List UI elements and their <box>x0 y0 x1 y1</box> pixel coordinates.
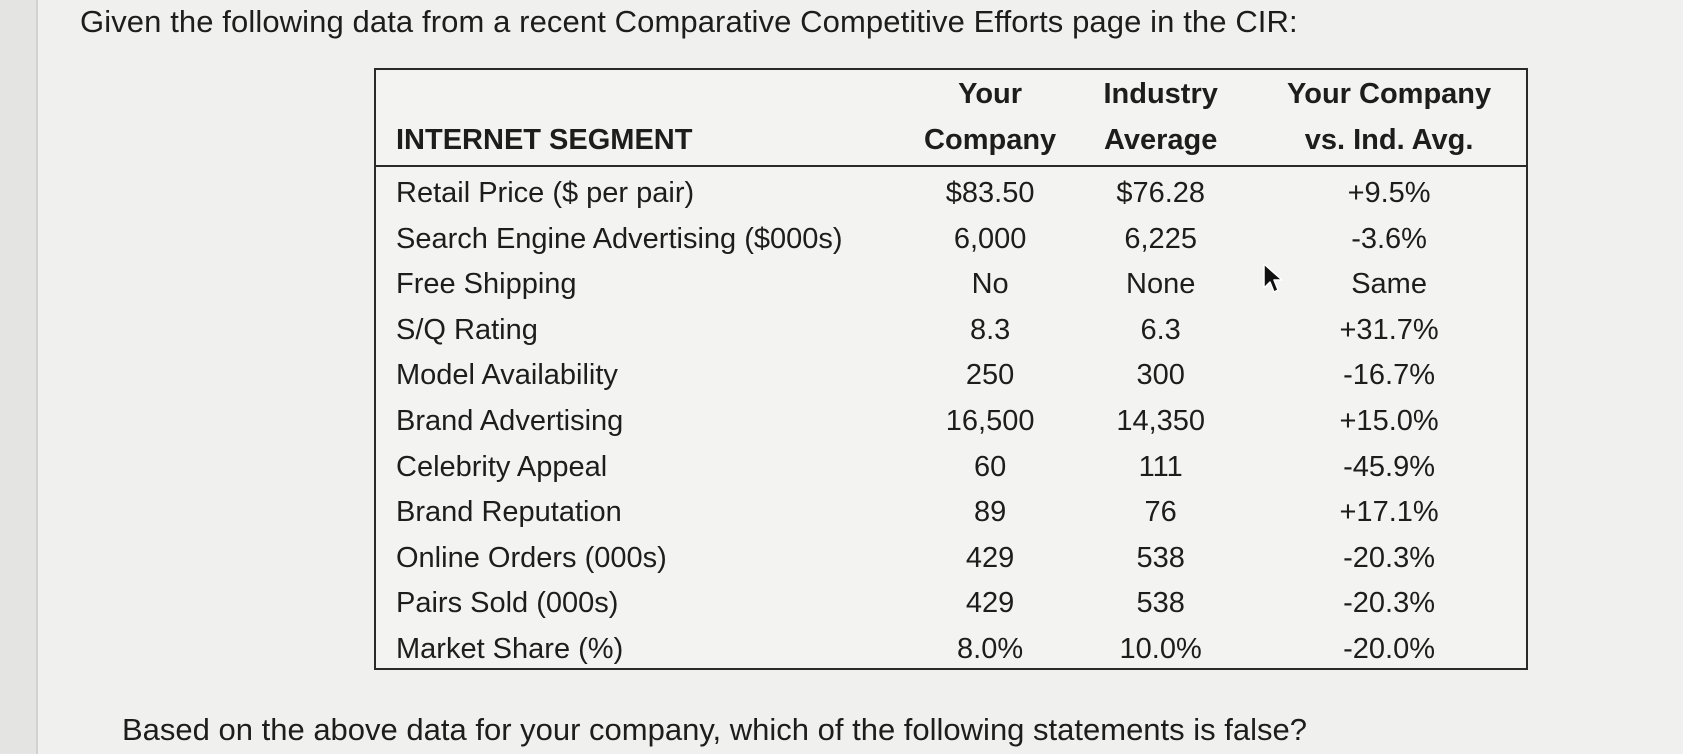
row-vs-industry: -16.7% <box>1343 359 1436 392</box>
row-label: Retail Price ($ per pair) <box>396 177 695 209</box>
row-vs-industry: -20.0% <box>1343 632 1436 665</box>
data-table <box>376 70 1526 673</box>
row-vs-industry: +9.5% <box>1347 177 1431 209</box>
row-your-company: 6,000 <box>953 222 1027 255</box>
table-row <box>376 581 1526 627</box>
row-label: Model Availability <box>396 359 618 392</box>
row-your-company: 429 <box>965 541 1015 574</box>
header-your-company-line1: Your <box>958 78 1023 110</box>
row-vs-industry: -20.3% <box>1343 541 1436 574</box>
row-label: Market Share (%) <box>396 632 624 665</box>
row-industry-average: 10.0% <box>1119 632 1202 665</box>
table-row <box>376 166 1526 217</box>
row-industry-average: 76 <box>1144 496 1177 529</box>
table-row <box>376 490 1526 536</box>
header-vs-line1: Your Company <box>1287 78 1492 110</box>
row-industry-average: 6,225 <box>1124 222 1197 255</box>
row-your-company: $83.50 <box>945 177 1035 209</box>
mouse-pointer-icon <box>1262 262 1288 296</box>
row-industry-average: 300 <box>1136 359 1185 392</box>
intro-text: Given the following data from a recent Comparative Competitive Efforts page in the CIR: <box>80 4 1298 39</box>
comparative-efforts-table <box>374 68 1528 670</box>
header-industry-average <box>1069 70 1252 166</box>
header-vs-line2: vs. Ind. Avg. <box>1304 124 1474 156</box>
table-header-row <box>376 70 1526 166</box>
table-row <box>376 308 1526 354</box>
table-row <box>376 536 1526 582</box>
row-label: Free Shipping <box>396 268 577 301</box>
row-your-company: 8.0% <box>957 632 1024 665</box>
row-vs-industry: -3.6% <box>1351 222 1427 255</box>
row-vs-industry: +31.7% <box>1339 313 1439 346</box>
header-industry-line1: Industry <box>1103 78 1218 110</box>
table-row <box>376 217 1526 263</box>
row-label: S/Q Rating <box>396 313 538 346</box>
table-row <box>376 445 1526 491</box>
row-vs-industry: -45.9% <box>1343 450 1436 483</box>
header-your-company-line2: Company <box>924 124 1057 156</box>
header-vs-industry <box>1252 70 1526 166</box>
row-industry-average: 14,350 <box>1116 404 1206 437</box>
table-row <box>376 399 1526 445</box>
header-your-company <box>911 70 1069 166</box>
row-vs-industry: +15.0% <box>1339 404 1439 437</box>
row-your-company: 16,500 <box>945 404 1035 437</box>
row-industry-average: $76.28 <box>1116 177 1206 209</box>
row-your-company: 89 <box>973 496 1007 529</box>
row-your-company: No <box>971 268 1009 301</box>
row-industry-average: None <box>1126 268 1196 301</box>
row-your-company: 8.3 <box>969 313 1011 346</box>
row-industry-average: 111 <box>1138 450 1183 483</box>
row-label: Search Engine Advertising ($000s) <box>396 222 843 255</box>
header-segment: INTERNET SEGMENT <box>396 124 693 156</box>
row-label: Online Orders (000s) <box>396 541 667 574</box>
row-label: Brand Reputation <box>396 496 622 529</box>
table-row <box>376 262 1526 308</box>
table-row <box>376 353 1526 399</box>
row-label: Pairs Sold (000s) <box>396 587 619 620</box>
row-your-company: 60 <box>973 450 1007 483</box>
header-industry-line2: Average <box>1103 124 1218 156</box>
row-industry-average: 538 <box>1136 587 1185 620</box>
question-text: Based on the above data for your company, which of the following statements is false? <box>122 712 1307 747</box>
row-vs-industry: +17.1% <box>1339 496 1439 529</box>
document-page <box>36 0 1683 754</box>
row-your-company: 250 <box>965 359 1015 392</box>
row-industry-average: 6.3 <box>1140 313 1181 346</box>
row-label: Celebrity Appeal <box>396 450 608 483</box>
row-vs-industry: -20.3% <box>1343 587 1436 620</box>
row-label: Brand Advertising <box>396 404 624 437</box>
table-row <box>376 627 1526 673</box>
row-vs-industry: Same <box>1351 268 1427 301</box>
row-your-company: 429 <box>965 587 1015 620</box>
row-industry-average: 538 <box>1136 541 1185 574</box>
